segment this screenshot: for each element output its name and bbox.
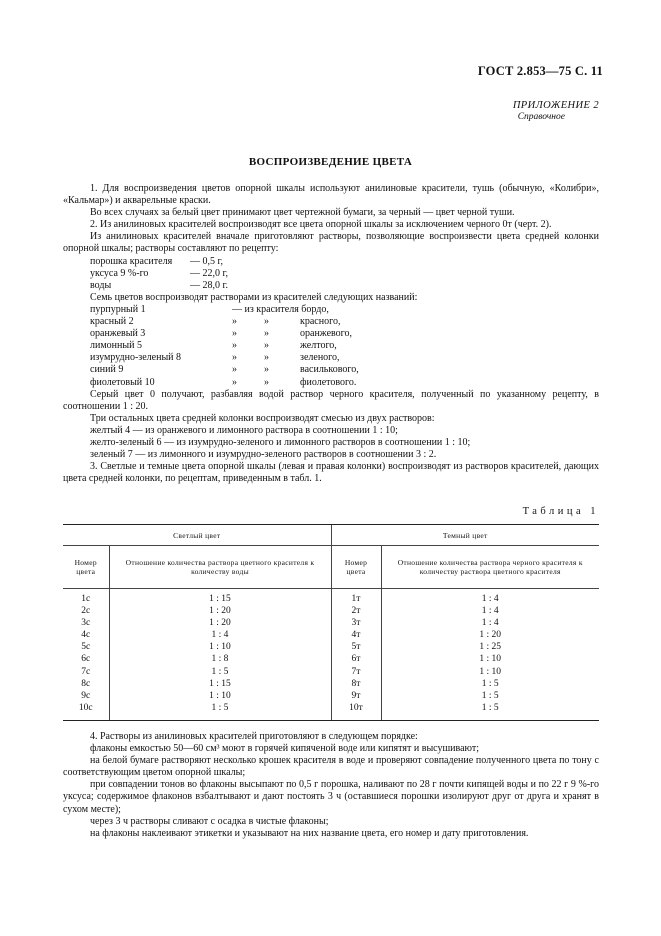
paragraph: флаконы емкостью 50—60 см³ моют в горячей кипяченой воде или кипятят и высушивают; — [90, 743, 480, 755]
dye-source-list — [63, 304, 599, 389]
ditto-mark: » — [264, 316, 269, 328]
dye-source-row — [90, 377, 599, 389]
table-row — [63, 629, 599, 641]
ditto-mark: » — [232, 328, 237, 340]
dark-number-cell: 6т — [331, 653, 381, 665]
ditto-mark: » — [264, 340, 269, 352]
appendix-subtitle: Справочное — [517, 112, 565, 122]
table-row — [63, 690, 599, 702]
dye-source: фиолетового. — [300, 376, 357, 388]
dark-number-header: Номер цвета — [331, 546, 381, 589]
recipe-value: — 0,5 г, — [190, 255, 223, 267]
body-text-bottom — [63, 731, 599, 840]
ditto-mark: » — [232, 340, 237, 352]
dye-source: красного, — [300, 316, 341, 328]
dark-ratio-cell: 1 : 25 — [381, 641, 599, 653]
ditto-mark: » — [264, 376, 269, 388]
dye-color: изумрудно-зеленый 8 — [90, 352, 182, 364]
light-color-group-header: Светлый цвет — [63, 525, 331, 546]
recipe-list — [63, 256, 599, 292]
dye-source-row — [90, 340, 599, 352]
recipe-name: порошка красителя — [90, 255, 173, 267]
light-number-cell: 1с — [81, 594, 91, 604]
paragraph: Серый цвет 0 получают, разбавляя водой раствор черного красителя, полученный по указанному рецепту, в соотношении 1 : 20. — [63, 388, 599, 412]
light-ratio-cell: 1 : 4 — [109, 629, 331, 641]
light-number-cell: 6с — [81, 654, 91, 665]
dye-source: — из красителя бордо, — [232, 303, 329, 315]
table-row — [63, 702, 599, 721]
dye-color: красный 2 — [90, 316, 134, 328]
light-ratio-header: Отношение количества раствора цветного красителя к количеству воды — [109, 546, 331, 589]
recipe-name: воды — [90, 279, 112, 291]
ditto-mark: » — [232, 376, 237, 388]
recipe-row — [90, 256, 599, 268]
dye-source: оранжевого, — [300, 328, 353, 340]
dye-source-row — [90, 352, 599, 364]
paragraph: через 3 ч растворы сливают с осадка в чистые флаконы; — [90, 815, 329, 827]
dark-ratio-cell: 1 : 5 — [381, 702, 599, 721]
dye-color: фиолетовый 10 — [90, 376, 155, 388]
dark-number-cell: 5т — [331, 641, 381, 653]
ditto-mark: » — [232, 316, 237, 328]
paragraph: 4. Растворы из анилиновых красителей приготовляют в следующем порядке: — [90, 731, 418, 742]
dark-color-group-header: Темный цвет — [331, 525, 599, 546]
paragraph: Во всех случаях за белый цвет принимают цвет чертежной бумаги, за черный — цвет черной туши. — [90, 207, 515, 219]
table-row — [63, 641, 599, 653]
table-row — [63, 666, 599, 678]
paragraph: 3. Светлые и темные цвета опорной шкалы (левая и правая колонки) воспроизводят из растворов красителей, дающих цвета средней колонки, по рецептам, приведенным в табл. 1. — [63, 461, 599, 485]
section-title: ВОСПРОИЗВЕДЕНИЕ ЦВЕТА — [248, 156, 413, 168]
light-number-cell: 3с — [81, 618, 91, 629]
light-number-cell: 2с — [81, 606, 91, 617]
light-ratio-cell: 1 : 20 — [109, 605, 331, 617]
dark-ratio-cell: 1 : 20 — [381, 629, 599, 641]
recipe-name: уксуса 9 %-го — [90, 267, 149, 279]
ditto-mark: » — [232, 352, 237, 364]
dark-number-cell: 10т — [331, 702, 381, 721]
light-number-cell: 4с — [81, 630, 91, 641]
paragraph: зеленый 7 — из лимонного и изумрудно-зеленого растворов в соотношении 3 : 2. — [90, 449, 437, 461]
dark-ratio-cell: 1 : 4 — [381, 605, 599, 617]
light-number-cell: 10с — [63, 702, 109, 721]
dark-number-cell: 3т — [331, 617, 381, 629]
recipe-row — [90, 280, 599, 292]
light-ratio-cell: 1 : 10 — [109, 690, 331, 702]
paragraph: при совпадении тонов во флаконы высыпают по 0,5 г порошка, наливают по 28 г почти кипящей воды и по 22 г 9 %-го уксуса; содержимое флаконов взбалтывают и дают постоять 3 ч (оставшиеся порошки изолируют друг от друга и хранят в сухом месте); — [63, 779, 599, 815]
dark-ratio-cell: 1 : 5 — [381, 690, 599, 702]
appendix-title: ПРИЛОЖЕНИЕ 2 — [512, 100, 599, 111]
page-header: ГОСТ 2.853—75 С. 11 — [477, 64, 603, 78]
paragraph: на флаконы наклеивают этикетки и указывают на них название цвета, его номер и дату приготовления. — [90, 827, 529, 839]
dye-source: зеленого, — [300, 352, 340, 364]
table-row — [63, 678, 599, 690]
recipe-value: — 28,0 г. — [190, 279, 228, 291]
table-label: Таблица 1 — [522, 506, 599, 517]
light-ratio-cell: 1 : 10 — [109, 641, 331, 653]
paragraph: 1. Для воспроизведения цветов опорной шкалы используют анилиновые красители, тушь (обычную, «Колибри», «Кальмар») и акварельные краски. — [63, 183, 599, 207]
light-number-cell: 5с — [81, 642, 91, 653]
dark-number-cell: 7т — [331, 666, 381, 678]
paragraph: Из анилиновых красителей вначале приготовляют растворы, позволяющие воспроизвести цвета средней колонки опорной шкалы; растворы составляют по рецепту: — [63, 231, 599, 255]
dark-ratio-cell: 1 : 4 — [381, 617, 599, 629]
table-row — [63, 617, 599, 629]
dark-ratio-cell: 1 : 4 — [381, 589, 599, 606]
dark-ratio-cell: 1 : 10 — [381, 666, 599, 678]
light-ratio-cell: 1 : 5 — [109, 666, 331, 678]
light-ratio-cell: 1 : 15 — [109, 678, 331, 690]
light-number-cell: 8с — [81, 678, 91, 689]
dark-number-cell: 2т — [331, 605, 381, 617]
paragraph: на белой бумаге растворяют несколько крошек красителя в воде и проверяют совпадение полученного цвета по тону с соответствующим цветом опорной шкалы; — [63, 755, 599, 779]
ditto-mark: » — [264, 328, 269, 340]
light-number-header: Номер цвета — [63, 546, 109, 589]
light-ratio-cell: 1 : 8 — [109, 653, 331, 665]
dye-source-row — [90, 316, 599, 328]
paragraph: Семь цветов воспроизводят растворами из красителей следующих названий: — [90, 291, 418, 303]
dye-source: василькового, — [300, 364, 359, 376]
table-row — [63, 589, 599, 606]
dye-color: лимонный 5 — [90, 340, 142, 352]
body-text-top — [63, 183, 599, 485]
dark-number-cell: 1т — [331, 589, 381, 606]
dark-number-cell: 8т — [331, 678, 381, 690]
dye-source-row — [90, 328, 599, 340]
ditto-mark: » — [264, 364, 269, 376]
paragraph: желтый 4 — из оранжевого и лимонного раствора в соотношении 1 : 10; — [90, 424, 398, 436]
recipe-value: — 22,0 г, — [190, 267, 228, 279]
dye-source-row — [90, 364, 599, 376]
dye-color: синий 9 — [90, 364, 124, 376]
dye-source: желтого, — [300, 340, 337, 352]
light-ratio-cell: 1 : 20 — [109, 617, 331, 629]
dark-number-cell: 4т — [331, 629, 381, 641]
paragraph: Три остальных цвета средней колонки воспроизводят смесью из двух растворов: — [90, 412, 435, 424]
paragraph: 2. Из анилиновых красителей воспроизводят все цвета опорной шкалы за исключением черного 0т (черт. 2). — [90, 219, 552, 231]
light-number-cell: 7с — [81, 666, 91, 677]
dark-ratio-cell: 1 : 10 — [381, 653, 599, 665]
dye-color: пурпурный 1 — [90, 303, 146, 315]
dye-color: оранжевый 3 — [90, 328, 146, 340]
dark-number-cell: 9т — [331, 690, 381, 702]
light-ratio-cell: 1 : 15 — [109, 589, 331, 606]
recipe-row — [90, 268, 599, 280]
table-row — [63, 605, 599, 617]
dye-source-row — [90, 304, 599, 316]
ditto-mark: » — [232, 364, 237, 376]
light-number-cell: 9с — [81, 690, 91, 701]
light-ratio-cell: 1 : 5 — [109, 702, 331, 721]
table-row — [63, 653, 599, 665]
dark-ratio-cell: 1 : 5 — [381, 678, 599, 690]
paragraph: желто-зеленый 6 — из изумрудно-зеленого и лимонного растворов в соотношении 1 : 10; — [90, 436, 471, 448]
ditto-mark: » — [264, 352, 269, 364]
ratio-table — [63, 524, 599, 721]
dark-ratio-header: Отношение количества раствора черного красителя к количеству раствора цветного красителя — [381, 546, 599, 589]
